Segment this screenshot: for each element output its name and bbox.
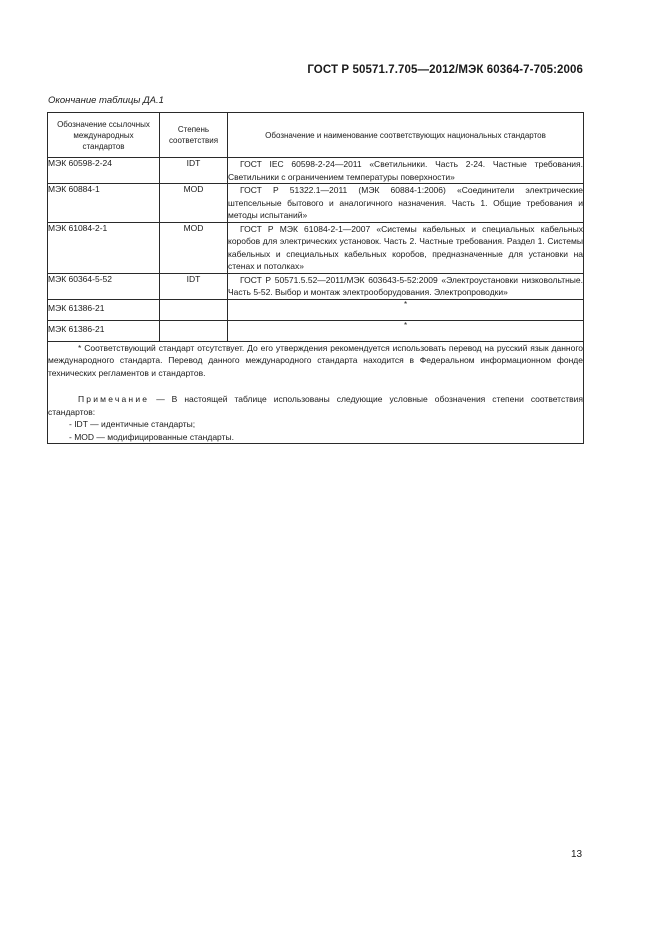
- footnote: * Соответствующий стандарт отсутствует. До его утверждения рекомендуется использовать перевод на русский язык данного международного стандарта. Перевод данного международного стандарта находится в Федеральном информационном фонде технических регламентов и стандартов.: [48, 342, 583, 378]
- column-header-national: Обозначение и наименование соответствующих национальных стандартов: [228, 113, 584, 158]
- degree-cell: MOD: [160, 184, 228, 223]
- note-paragraph: [48, 393, 583, 418]
- national-standard-cell: ГОСТ IEC 60598-2-24—2011 «Светильники. Часть 2-24. Частные требования. Светильники с ограничением температуры поверхности»: [228, 159, 583, 182]
- note-label: Примечание: [78, 394, 150, 404]
- notes-cell: [48, 341, 584, 444]
- column-header-degree: Степень соответствия: [160, 113, 228, 158]
- table-row: [48, 320, 584, 341]
- degree-cell: IDT: [160, 158, 228, 184]
- national-standard-cell: ГОСТ Р 51322.1—2011 (МЭК 60884-1:2006) «Соединители электрические штепсельные бытового и аналогичного назначения. Часть 1. Общие требования и методы испытаний»: [228, 185, 583, 220]
- note-list-item: - MOD — модифицированные стандарты.: [69, 431, 234, 442]
- table-row: [48, 158, 584, 184]
- reference-code-cell: МЭК 60884-1: [48, 184, 160, 223]
- national-standard-cell: *: [228, 320, 584, 341]
- reference-code-cell: МЭК 61386-21: [48, 320, 160, 341]
- reference-code-cell: МЭК 60598-2-24: [48, 158, 160, 184]
- reference-code-cell: МЭК 61084-2-1: [48, 222, 160, 273]
- table-row: [48, 299, 584, 320]
- column-header-reference: Обозначение ссылочных международных стандартов: [48, 113, 160, 158]
- note-list-item: - IDT — идентичные стандарты;: [69, 419, 196, 429]
- table-row: [48, 222, 584, 273]
- note-text: — В настоящей таблице использованы следующие условные обозначения степени соответствия стандартов:: [48, 394, 583, 417]
- table-header-row: [48, 113, 584, 158]
- table-row: [48, 184, 584, 223]
- national-standard-cell: ГОСТ Р 50571.5.52—2011/МЭК 603643-5-52:2009 «Электроустановки низковольтные. Часть 5-52. Выбор и монтаж электрооборудования. Электропроводки»: [228, 274, 583, 297]
- degree-cell: MOD: [160, 222, 228, 273]
- degree-cell: IDT: [160, 273, 228, 299]
- table-caption: Окончание таблицы ДА.1: [48, 95, 164, 106]
- page-number: 13: [571, 849, 583, 860]
- national-standard-cell: ГОСТ Р МЭК 61084-2-1—2007 «Системы кабельных и специальных кабельных коробов для электрических установок. Часть 2. Частные требования. Раздел 1. Системы кабельных и специальных кабельных коробов, предназначенные для установки на стенах и потолках»: [228, 223, 583, 271]
- note-list: [48, 418, 583, 443]
- reference-code-cell: МЭК 61386-21: [48, 299, 160, 320]
- degree-cell: [160, 299, 228, 320]
- standards-table: [47, 112, 584, 444]
- document-header: ГОСТ Р 50571.7.705—2012/МЭК 60364-7-705:2006: [307, 64, 583, 76]
- reference-code-cell: МЭК 60364-5-52: [48, 273, 160, 299]
- degree-cell: [160, 320, 228, 341]
- table-row: [48, 273, 584, 299]
- table-notes-row: [48, 341, 584, 444]
- national-standard-cell: *: [228, 299, 584, 320]
